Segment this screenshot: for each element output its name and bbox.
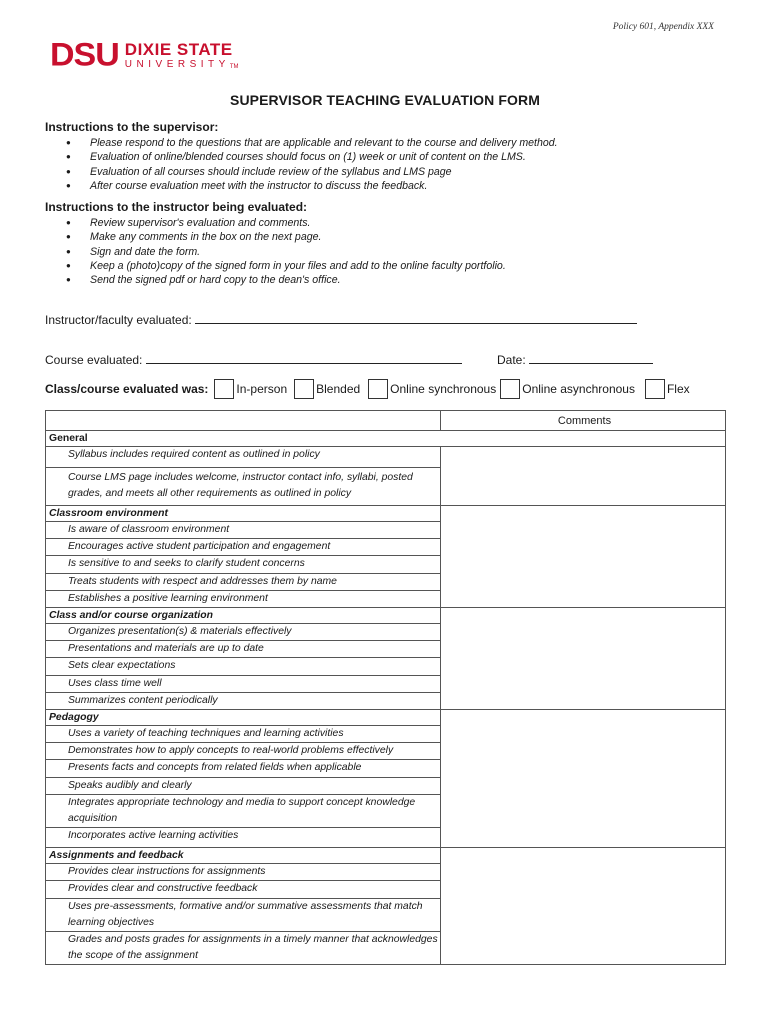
criterion: Grades and posts grades for assignments in a timely manner that acknowledges the scope of the assignment: [46, 932, 441, 965]
blended-checkbox[interactable]: [294, 379, 314, 399]
list-item: ● Evaluation of all courses should include review of the syllabus and LMS page: [66, 165, 558, 179]
instructor-label: Instructor/faculty evaluated:: [45, 313, 192, 327]
date-field: [497, 353, 653, 367]
option-in-person: [214, 379, 294, 399]
comments-general[interactable]: [441, 447, 726, 506]
criterion: Is sensitive to and seeks to clarify student concerns: [46, 556, 441, 573]
list-item: ● Evaluation of online/blended courses should focus on (1) week or unit of content on the LMS.: [66, 150, 558, 164]
online-async-checkbox[interactable]: [500, 379, 520, 399]
criterion: Demonstrates how to apply concepts to real-world problems effectively: [46, 743, 441, 760]
date-input-line[interactable]: [529, 353, 653, 364]
criterion: Organizes presentation(s) & materials effectively: [46, 624, 441, 641]
supervisor-instructions-heading: Instructions to the supervisor:: [45, 120, 219, 134]
list-item: ● Please respond to the questions that are applicable and relevant to the course and delivery method.: [66, 136, 558, 150]
table-header-row: [46, 411, 726, 431]
logo-line1: DIXIE STATE: [124, 39, 233, 59]
course-label: Course evaluated:: [45, 353, 143, 367]
criterion: Presentations and materials are up to date: [46, 641, 441, 658]
option-online-async: [500, 379, 645, 399]
in-person-label: In-person: [236, 382, 288, 396]
criterion: Course LMS page includes welcome, instructor contact info, syllabi, posted grades, and meets all other requirements as outlined in policy: [46, 468, 441, 506]
supervisor-instructions-list: [66, 136, 558, 193]
list-item: ● Make any comments in the box on the next page.: [66, 230, 506, 244]
dsu-logo: [50, 38, 238, 72]
instructor-instructions-list: [66, 216, 506, 287]
comments-header: Comments: [441, 411, 726, 431]
criterion: Provides clear instructions for assignments: [46, 864, 441, 881]
class-type-row: [45, 378, 692, 400]
online-sync-checkbox[interactable]: [368, 379, 388, 399]
list-item: ● Send the signed pdf or hard copy to the dean's office.: [66, 273, 506, 287]
criterion: Sets clear expectations: [46, 658, 441, 675]
comments-assignments[interactable]: [441, 848, 726, 965]
section-row-general: [46, 431, 726, 447]
criterion: Treats students with respect and addresses them by name: [46, 573, 441, 590]
list-item: ● Sign and date the form.: [66, 245, 506, 259]
criterion: Syllabus includes required content as outlined in policy: [46, 447, 441, 468]
form-title: SUPERVISOR TEACHING EVALUATION FORM: [230, 92, 540, 108]
date-label: Date:: [497, 353, 526, 367]
section-row-assignments: [46, 848, 726, 864]
course-input-line[interactable]: [146, 353, 462, 364]
logo-line2: UNIVERSITYTM: [124, 58, 239, 70]
policy-reference: Policy 601, Appendix XXX: [612, 22, 714, 32]
blended-label: Blended: [316, 382, 361, 396]
class-type-label: Class/course evaluated was:: [45, 382, 209, 396]
section-title-pedagogy: Pedagogy: [46, 710, 441, 726]
logo-wordmark: [125, 41, 239, 70]
criterion: Integrates appropriate technology and media to support concept knowledge acquisition: [46, 794, 441, 827]
section-title-organization: Class and/or course organization: [46, 608, 441, 624]
option-flex: [645, 379, 692, 399]
logo-abbr: DSU: [50, 36, 119, 74]
criterion: Provides clear and constructive feedback: [46, 881, 441, 898]
criteria-header: [46, 411, 441, 431]
section-title-assignments: Assignments and feedback: [46, 848, 441, 864]
comments-pedagogy[interactable]: [441, 710, 726, 848]
section-row-pedagogy: [46, 710, 726, 726]
online-sync-label: Online synchronous: [390, 382, 497, 396]
section-row-classroom: [46, 506, 726, 522]
criterion: Establishes a positive learning environment: [46, 590, 441, 607]
list-item: ● After course evaluation meet with the instructor to discuss the feedback.: [66, 179, 558, 193]
criterion: Uses a variety of teaching techniques and learning activities: [46, 726, 441, 743]
criterion: Incorporates active learning activities: [46, 828, 441, 848]
criterion: Summarizes content periodically: [46, 692, 441, 709]
comments-classroom[interactable]: [441, 506, 726, 608]
evaluation-table: [45, 410, 726, 965]
instructor-instructions-heading: Instructions to the instructor being evaluated:: [45, 200, 308, 214]
criterion: Uses class time well: [46, 675, 441, 692]
comments-organization[interactable]: [441, 608, 726, 710]
table-row: [46, 447, 726, 468]
flex-label: Flex: [666, 382, 690, 396]
option-blended: [294, 379, 368, 399]
course-field: [45, 353, 462, 367]
criterion: Speaks audibly and clearly: [46, 777, 441, 794]
section-title-classroom: Classroom environment: [46, 506, 441, 522]
in-person-checkbox[interactable]: [214, 379, 234, 399]
criterion: Is aware of classroom environment: [46, 522, 441, 539]
criterion: Encourages active student participation and engagement: [46, 539, 441, 556]
list-item: ● Review supervisor's evaluation and comments.: [66, 216, 506, 230]
section-row-organization: [46, 608, 726, 624]
online-async-label: Online asynchronous: [522, 382, 635, 396]
flex-checkbox[interactable]: [645, 379, 665, 399]
instructor-field: [45, 313, 637, 327]
criterion: Presents facts and concepts from related fields when applicable: [46, 760, 441, 777]
instructor-input-line[interactable]: [195, 313, 637, 324]
section-title-general: General: [46, 431, 726, 447]
criterion: Uses pre-assessments, formative and/or summative assessments that match learning objectives: [46, 898, 441, 931]
list-item: ● Keep a (photo)copy of the signed form in your files and add to the online faculty portfolio.: [66, 259, 506, 273]
option-online-sync: [368, 379, 500, 399]
